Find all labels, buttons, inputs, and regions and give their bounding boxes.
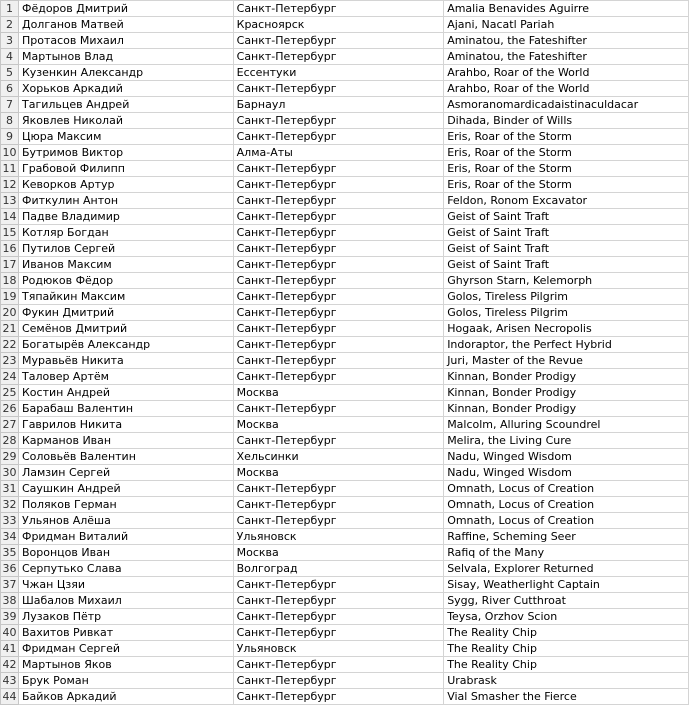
cell-player-name[interactable]: Котляр Богдан bbox=[18, 225, 233, 241]
row-number-header[interactable]: 25 bbox=[2, 386, 17, 399]
cell-city[interactable]: Санкт-Петербург bbox=[233, 593, 444, 609]
cell-city[interactable]: Санкт-Петербург bbox=[233, 129, 444, 145]
cell-commander-card[interactable]: The Reality Chip bbox=[444, 641, 689, 657]
row-number-header[interactable]: 23 bbox=[2, 354, 17, 367]
table-row[interactable] bbox=[1, 529, 689, 545]
row-number-header[interactable]: 8 bbox=[1, 113, 19, 129]
table-row[interactable] bbox=[1, 337, 689, 353]
table-row[interactable] bbox=[1, 689, 689, 705]
row-number-header[interactable]: 14 bbox=[2, 210, 17, 223]
row-number-header[interactable]: 40 bbox=[2, 626, 17, 639]
cell-player-name[interactable]: Костин Андрей bbox=[18, 385, 233, 401]
cell-commander-card[interactable]: Hogaak, Arisen Necropolis bbox=[444, 321, 689, 337]
table-row[interactable] bbox=[1, 289, 689, 305]
table-row[interactable] bbox=[1, 497, 689, 513]
table-row[interactable] bbox=[1, 33, 689, 49]
cell-commander-card[interactable]: Aminatou, the Fateshifter bbox=[444, 33, 689, 49]
cell-city[interactable]: Санкт-Петербург bbox=[233, 209, 444, 225]
cell-city[interactable]: Санкт-Петербург bbox=[233, 177, 444, 193]
cell-player-name[interactable]: Байков Аркадий bbox=[18, 689, 233, 705]
cell-commander-card[interactable]: Ajani, Nacatl Pariah bbox=[444, 17, 689, 33]
table-row[interactable] bbox=[1, 321, 689, 337]
row-number-header[interactable]: 12 bbox=[2, 178, 17, 191]
row-number-header[interactable]: 30 bbox=[2, 466, 17, 479]
cell-player-name[interactable]: Гаврилов Никита bbox=[18, 417, 233, 433]
cell-commander-card[interactable]: Vial Smasher the Fierce bbox=[444, 689, 689, 705]
cell-city[interactable]: Санкт-Петербург bbox=[233, 225, 444, 241]
cell-commander-card[interactable]: Geist of Saint Traft bbox=[444, 241, 689, 257]
table-row[interactable] bbox=[1, 177, 689, 193]
cell-commander-card[interactable]: Geist of Saint Traft bbox=[444, 209, 689, 225]
cell-commander-card[interactable]: Dihada, Binder of Wills bbox=[444, 113, 689, 129]
cell-player-name[interactable]: Бутримов Виктор bbox=[18, 145, 233, 161]
row-number-header[interactable]: 29 bbox=[2, 450, 17, 463]
table-row[interactable] bbox=[1, 81, 689, 97]
row-number-header[interactable]: 28 bbox=[2, 434, 17, 447]
cell-city[interactable]: Санкт-Петербург bbox=[233, 257, 444, 273]
cell-commander-card[interactable]: Asmoranomardicadaistinaculdacar bbox=[444, 97, 689, 113]
cell-player-name[interactable]: Яковлев Николай bbox=[18, 113, 233, 129]
table-row[interactable] bbox=[1, 145, 689, 161]
cell-commander-card[interactable]: Arahbo, Roar of the World bbox=[444, 65, 689, 81]
table-row[interactable] bbox=[1, 465, 689, 481]
cell-commander-card[interactable]: Eris, Roar of the Storm bbox=[444, 145, 689, 161]
cell-player-name[interactable]: Фиткулин Антон bbox=[18, 193, 233, 209]
cell-city[interactable]: Санкт-Петербург bbox=[233, 353, 444, 369]
cell-player-name[interactable]: Путилов Сергей bbox=[18, 241, 233, 257]
table-row[interactable] bbox=[1, 369, 689, 385]
cell-city[interactable]: Москва bbox=[233, 465, 444, 481]
cell-commander-card[interactable]: The Reality Chip bbox=[444, 625, 689, 641]
row-number-header[interactable]: 9 bbox=[1, 129, 19, 145]
row-number-header[interactable]: 20 bbox=[2, 306, 17, 319]
table-row[interactable] bbox=[1, 657, 689, 673]
table-row[interactable] bbox=[1, 593, 689, 609]
row-number-header[interactable]: 2 bbox=[1, 17, 19, 33]
cell-player-name[interactable]: Барабаш Валентин bbox=[18, 401, 233, 417]
row-number-header[interactable]: 21 bbox=[2, 322, 17, 335]
row-number-header[interactable]: 44 bbox=[2, 690, 17, 703]
table-row[interactable] bbox=[1, 257, 689, 273]
cell-city[interactable]: Санкт-Петербург bbox=[233, 609, 444, 625]
table-row[interactable] bbox=[1, 209, 689, 225]
table-row[interactable] bbox=[1, 305, 689, 321]
cell-commander-card[interactable]: Urabrask bbox=[444, 673, 689, 689]
table-row[interactable] bbox=[1, 641, 689, 657]
cell-player-name[interactable]: Вахитов Ривкат bbox=[18, 625, 233, 641]
cell-city[interactable]: Санкт-Петербург bbox=[233, 673, 444, 689]
cell-city[interactable]: Алма-Аты bbox=[233, 145, 444, 161]
row-number-header[interactable]: 5 bbox=[1, 65, 19, 81]
cell-city[interactable]: Барнаул bbox=[233, 97, 444, 113]
cell-city[interactable]: Санкт-Петербург bbox=[233, 113, 444, 129]
table-row[interactable] bbox=[1, 49, 689, 65]
cell-player-name[interactable]: Падве Владимир bbox=[18, 209, 233, 225]
cell-commander-card[interactable]: Kinnan, Bonder Prodigy bbox=[444, 385, 689, 401]
cell-player-name[interactable]: Родюков Фёдор bbox=[18, 273, 233, 289]
cell-city[interactable]: Санкт-Петербург bbox=[233, 401, 444, 417]
cell-city[interactable]: Санкт-Петербург bbox=[233, 481, 444, 497]
cell-player-name[interactable]: Таловер Артём bbox=[18, 369, 233, 385]
cell-player-name[interactable]: Брук Роман bbox=[18, 673, 233, 689]
cell-player-name[interactable]: Грабовой Филипп bbox=[18, 161, 233, 177]
row-number-header[interactable]: 4 bbox=[1, 49, 19, 65]
cell-commander-card[interactable]: Raffine, Scheming Seer bbox=[444, 529, 689, 545]
cell-player-name[interactable]: Протасов Михаил bbox=[18, 33, 233, 49]
cell-city[interactable]: Санкт-Петербург bbox=[233, 577, 444, 593]
cell-commander-card[interactable]: Feldon, Ronom Excavator bbox=[444, 193, 689, 209]
row-number-header[interactable]: 37 bbox=[2, 578, 17, 591]
table-row[interactable] bbox=[1, 273, 689, 289]
cell-player-name[interactable]: Фридман Виталий bbox=[18, 529, 233, 545]
cell-commander-card[interactable]: Juri, Master of the Revue bbox=[444, 353, 689, 369]
cell-commander-card[interactable]: Teysa, Orzhov Scion bbox=[444, 609, 689, 625]
sheet-body bbox=[1, 1, 689, 705]
cell-city[interactable]: Санкт-Петербург bbox=[233, 369, 444, 385]
cell-player-name[interactable]: Тагильцев Андрей bbox=[18, 97, 233, 113]
table-row[interactable] bbox=[1, 65, 689, 81]
row-number-header[interactable]: 36 bbox=[2, 562, 17, 575]
cell-player-name[interactable]: Фёдоров Дмитрий bbox=[18, 1, 233, 17]
table-row[interactable] bbox=[1, 673, 689, 689]
cell-city[interactable]: Ульяновск bbox=[233, 641, 444, 657]
cell-player-name[interactable]: Фукин Дмитрий bbox=[18, 305, 233, 321]
cell-player-name[interactable]: Цюра Максим bbox=[18, 129, 233, 145]
cell-player-name[interactable]: Мартынов Влад bbox=[18, 49, 233, 65]
cell-player-name[interactable]: Воронцов Иван bbox=[18, 545, 233, 561]
cell-city[interactable]: Ульяновск bbox=[233, 529, 444, 545]
row-number-header[interactable]: 16 bbox=[2, 242, 17, 255]
row-number-header[interactable]: 24 bbox=[2, 370, 17, 383]
table-row[interactable] bbox=[1, 513, 689, 529]
table-row[interactable] bbox=[1, 353, 689, 369]
row-number-header[interactable]: 6 bbox=[1, 81, 19, 97]
row-number-header[interactable]: 7 bbox=[1, 97, 19, 113]
cell-commander-card[interactable]: Geist of Saint Traft bbox=[444, 225, 689, 241]
row-number-header[interactable]: 31 bbox=[2, 482, 17, 495]
row-number-header[interactable]: 35 bbox=[2, 546, 17, 559]
table-row[interactable] bbox=[1, 625, 689, 641]
table-row[interactable] bbox=[1, 1, 689, 17]
cell-commander-card[interactable]: Melira, the Living Cure bbox=[444, 433, 689, 449]
cell-city[interactable]: Санкт-Петербург bbox=[233, 689, 444, 705]
table-row[interactable] bbox=[1, 545, 689, 561]
row-number-header[interactable]: 33 bbox=[2, 514, 17, 527]
cell-commander-card[interactable]: Eris, Roar of the Storm bbox=[444, 129, 689, 145]
cell-city[interactable]: Санкт-Петербург bbox=[233, 337, 444, 353]
cell-city[interactable]: Санкт-Петербург bbox=[233, 241, 444, 257]
row-number-header[interactable]: 17 bbox=[2, 258, 17, 271]
cell-commander-card[interactable]: Eris, Roar of the Storm bbox=[444, 177, 689, 193]
cell-commander-card[interactable]: Kinnan, Bonder Prodigy bbox=[444, 369, 689, 385]
cell-player-name[interactable]: Кеворков Артур bbox=[18, 177, 233, 193]
row-number-header[interactable]: 3 bbox=[1, 33, 19, 49]
table-row[interactable] bbox=[1, 97, 689, 113]
table-row[interactable] bbox=[1, 449, 689, 465]
cell-player-name[interactable]: Хорьков Аркадий bbox=[18, 81, 233, 97]
cell-city[interactable]: Санкт-Петербург bbox=[233, 161, 444, 177]
cell-commander-card[interactable]: Selvala, Explorer Returned bbox=[444, 561, 689, 577]
cell-city[interactable]: Санкт-Петербург bbox=[233, 289, 444, 305]
cell-commander-card[interactable]: Omnath, Locus of Creation bbox=[444, 513, 689, 529]
cell-city[interactable]: Санкт-Петербург bbox=[233, 625, 444, 641]
table-row[interactable] bbox=[1, 225, 689, 241]
table-row[interactable] bbox=[1, 129, 689, 145]
row-number-header[interactable]: 34 bbox=[2, 530, 17, 543]
cell-city[interactable]: Санкт-Петербург bbox=[233, 513, 444, 529]
cell-city[interactable]: Красноярск bbox=[233, 17, 444, 33]
cell-commander-card[interactable]: Nadu, Winged Wisdom bbox=[444, 465, 689, 481]
cell-city[interactable]: Санкт-Петербург bbox=[233, 81, 444, 97]
cell-commander-card[interactable]: Sisay, Weatherlight Captain bbox=[444, 577, 689, 593]
cell-commander-card[interactable]: Omnath, Locus of Creation bbox=[444, 497, 689, 513]
table-row[interactable] bbox=[1, 417, 689, 433]
cell-player-name[interactable]: Богатырёв Александр bbox=[18, 337, 233, 353]
cell-player-name[interactable]: Лузаков Пётр bbox=[18, 609, 233, 625]
row-number-header[interactable]: 1 bbox=[1, 1, 19, 17]
cell-city[interactable]: Москва bbox=[233, 545, 444, 561]
cell-city[interactable]: Волгоград bbox=[233, 561, 444, 577]
row-number-header[interactable]: 39 bbox=[2, 610, 17, 623]
row-number-header[interactable]: 10 bbox=[2, 146, 17, 159]
cell-player-name[interactable]: Ламзин Сергей bbox=[18, 465, 233, 481]
row-number-header[interactable]: 18 bbox=[2, 274, 17, 287]
table-row[interactable] bbox=[1, 481, 689, 497]
cell-player-name[interactable]: Семёнов Дмитрий bbox=[18, 321, 233, 337]
cell-commander-card[interactable]: Golos, Tireless Pilgrim bbox=[444, 305, 689, 321]
cell-city[interactable]: Санкт-Петербург bbox=[233, 49, 444, 65]
cell-commander-card[interactable]: The Reality Chip bbox=[444, 657, 689, 673]
cell-player-name[interactable]: Карманов Иван bbox=[18, 433, 233, 449]
cell-commander-card[interactable]: Omnath, Locus of Creation bbox=[444, 481, 689, 497]
row-number-header[interactable]: 41 bbox=[2, 642, 17, 655]
cell-commander-card[interactable]: Amalia Benavides Aguirre bbox=[444, 1, 689, 17]
cell-player-name[interactable]: Кузенкин Александр bbox=[18, 65, 233, 81]
cell-commander-card[interactable]: Kinnan, Bonder Prodigy bbox=[444, 401, 689, 417]
cell-commander-card[interactable]: Rafiq of the Many bbox=[444, 545, 689, 561]
table-row[interactable] bbox=[1, 609, 689, 625]
cell-player-name[interactable]: Муравьёв Никита bbox=[18, 353, 233, 369]
cell-player-name[interactable]: Ульянов Алёша bbox=[18, 513, 233, 529]
cell-city[interactable]: Санкт-Петербург bbox=[233, 657, 444, 673]
cell-city[interactable]: Санкт-Петербург bbox=[233, 321, 444, 337]
row-number-header[interactable]: 22 bbox=[2, 338, 17, 351]
row-number-header[interactable]: 19 bbox=[2, 290, 17, 303]
cell-city[interactable]: Санкт-Петербург bbox=[233, 305, 444, 321]
cell-commander-card[interactable]: Nadu, Winged Wisdom bbox=[444, 449, 689, 465]
row-number-header[interactable]: 15 bbox=[2, 226, 17, 239]
row-number-header[interactable]: 11 bbox=[2, 162, 17, 175]
cell-city[interactable]: Санкт-Петербург bbox=[233, 497, 444, 513]
row-number-header[interactable]: 13 bbox=[2, 194, 17, 207]
table-row[interactable] bbox=[1, 193, 689, 209]
row-number-header[interactable]: 26 bbox=[2, 402, 17, 415]
cell-commander-card[interactable]: Malcolm, Alluring Scoundrel bbox=[444, 417, 689, 433]
row-number-header[interactable]: 38 bbox=[2, 594, 17, 607]
cell-commander-card[interactable]: Golos, Tireless Pilgrim bbox=[444, 289, 689, 305]
row-number-header[interactable]: 27 bbox=[2, 418, 17, 431]
table-row[interactable] bbox=[1, 401, 689, 417]
cell-player-name[interactable]: Тяпайкин Максим bbox=[18, 289, 233, 305]
cell-player-name[interactable]: Соловьёв Валентин bbox=[18, 449, 233, 465]
cell-city[interactable]: Санкт-Петербург bbox=[233, 273, 444, 289]
row-number-header[interactable]: 32 bbox=[2, 498, 17, 511]
cell-player-name[interactable]: Иванов Максим bbox=[18, 257, 233, 273]
table-row[interactable] bbox=[1, 577, 689, 593]
cell-player-name[interactable]: Долганов Матвей bbox=[18, 17, 233, 33]
cell-city[interactable]: Санкт-Петербург bbox=[233, 193, 444, 209]
cell-commander-card[interactable]: Arahbo, Roar of the World bbox=[444, 81, 689, 97]
table-row[interactable] bbox=[1, 161, 689, 177]
cell-city[interactable]: Москва bbox=[233, 385, 444, 401]
cell-player-name[interactable]: Мартынов Яков bbox=[18, 657, 233, 673]
cell-player-name[interactable]: Чжан Цзяи bbox=[18, 577, 233, 593]
cell-commander-card[interactable]: Aminatou, the Fateshifter bbox=[444, 49, 689, 65]
cell-commander-card[interactable]: Geist of Saint Traft bbox=[444, 257, 689, 273]
cell-player-name[interactable]: Фридман Сергей bbox=[18, 641, 233, 657]
cell-commander-card[interactable]: Indoraptor, the Perfect Hybrid bbox=[444, 337, 689, 353]
table-row[interactable] bbox=[1, 561, 689, 577]
cell-city[interactable]: Санкт-Петербург bbox=[233, 33, 444, 49]
cell-player-name[interactable]: Саушкин Андрей bbox=[18, 481, 233, 497]
table-row[interactable] bbox=[1, 241, 689, 257]
cell-player-name[interactable]: Серпутько Слава bbox=[18, 561, 233, 577]
cell-player-name[interactable]: Поляков Герман bbox=[18, 497, 233, 513]
cell-city[interactable]: Санкт-Петербург bbox=[233, 1, 444, 17]
cell-city[interactable]: Ессентуки bbox=[233, 65, 444, 81]
cell-city[interactable]: Хельсинки bbox=[233, 449, 444, 465]
cell-commander-card[interactable]: Ghyrson Starn, Kelemorph bbox=[444, 273, 689, 289]
table-row[interactable] bbox=[1, 385, 689, 401]
cell-city[interactable]: Москва bbox=[233, 417, 444, 433]
row-number-header[interactable]: 42 bbox=[2, 658, 17, 671]
table-row[interactable] bbox=[1, 17, 689, 33]
table-row[interactable] bbox=[1, 113, 689, 129]
cell-commander-card[interactable]: Eris, Roar of the Storm bbox=[444, 161, 689, 177]
cell-city[interactable]: Санкт-Петербург bbox=[233, 433, 444, 449]
cell-player-name[interactable]: Шабалов Михаил bbox=[18, 593, 233, 609]
cell-commander-card[interactable]: Sygg, River Cutthroat bbox=[444, 593, 689, 609]
table-row[interactable] bbox=[1, 433, 689, 449]
row-number-header[interactable]: 43 bbox=[2, 674, 17, 687]
